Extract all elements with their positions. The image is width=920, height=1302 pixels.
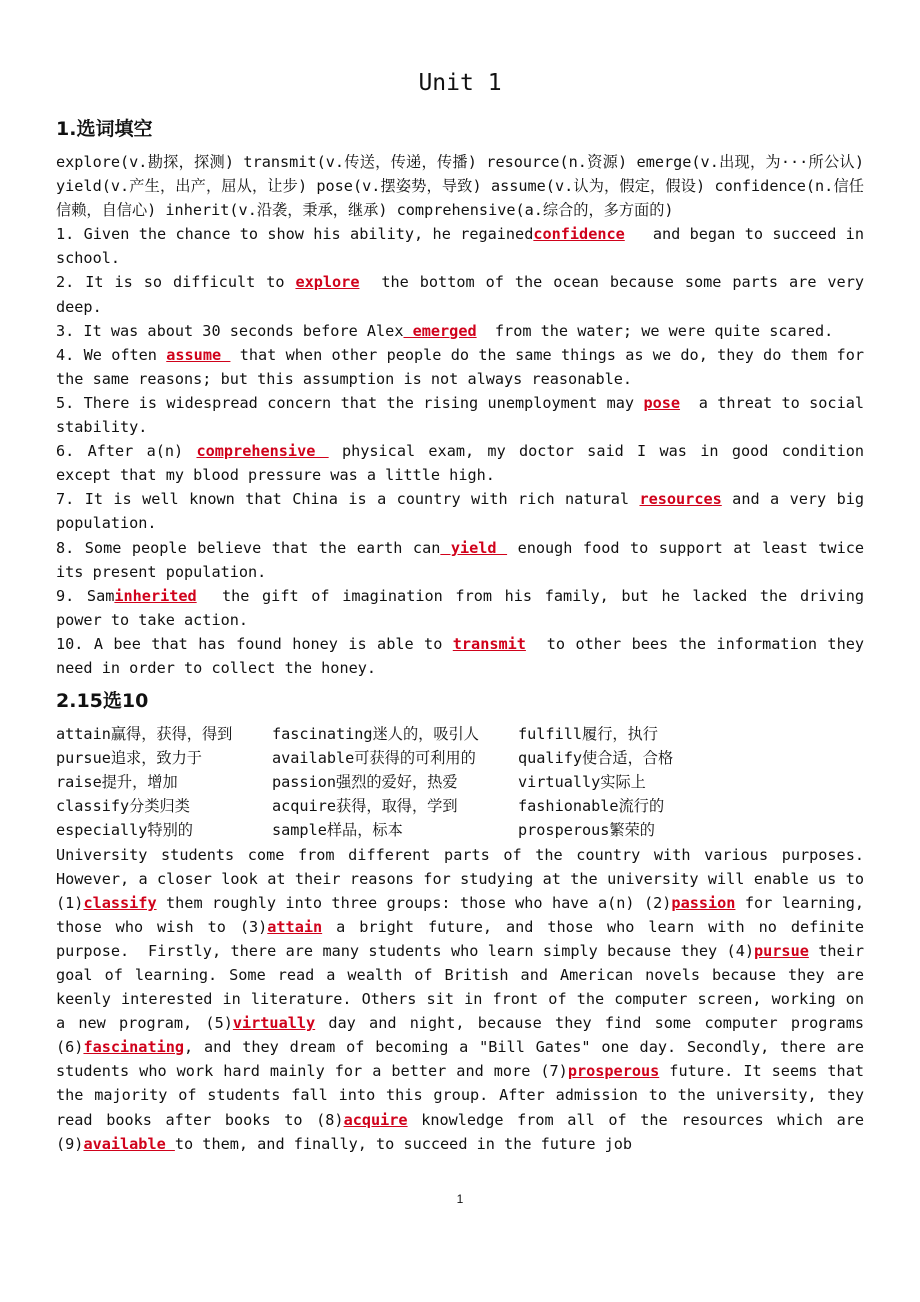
section2-word-bank [56, 722, 864, 842]
word-bank-entry: especially特别的 [56, 821, 193, 840]
answer-word: yield [440, 538, 508, 557]
section1-items [56, 222, 874, 680]
word-bank-entry: sample样品，标本 [272, 821, 403, 840]
answer-word: acquire [343, 1110, 408, 1129]
item-text-after: the bottom of the ocean because some parts are very deep. [56, 273, 874, 316]
item-text-after: from the water; we were quite scared. [476, 321, 834, 340]
fill-item [56, 319, 864, 343]
word-bank-entry: passion强烈的爱好，热爱 [272, 773, 458, 792]
item-text-before: 10. A bee that has found honey is able to [56, 634, 453, 653]
item-text-after: a threat to social stability. [56, 393, 874, 437]
word-bank-entry: attain赢得，获得，得到 [56, 725, 233, 744]
item-text-after: that when other people do the same things as we do, they do them for the same reasons; but this assumption is not always reasonable. [56, 345, 874, 388]
answer-word: inherited [114, 586, 197, 605]
item-text-after: the gift of imagination from his family, but he lacked the driving power to take action. [56, 586, 874, 629]
item-text-after: and began to succeed in school. [56, 225, 874, 268]
fill-item [56, 343, 874, 391]
item-text-after: enough food to support at least twice its present population. [56, 538, 874, 581]
item-text-before: 8. Some people believe that the earth can [56, 538, 441, 557]
answer-word: passion [671, 893, 736, 912]
item-text-before: 7. It is well known that China is a country with rich natural [56, 490, 640, 509]
item-text-before: 3. It was about 30 seconds before Alex [56, 321, 404, 340]
word-bank-row [56, 818, 864, 842]
word-bank-entry: fashionable流行的 [518, 797, 665, 816]
answer-word: comprehensive [196, 442, 329, 461]
answer-word: explore [295, 273, 360, 292]
word-bank-entry: classify分类归类 [56, 797, 190, 816]
word-bank-row [56, 722, 864, 746]
section2-passage [56, 843, 874, 1156]
word-bank-entry: prosperous繁荣的 [518, 821, 655, 840]
answer-word: resources [639, 490, 722, 509]
item-text-before: 6. After a(n) [56, 442, 197, 461]
fill-item [56, 270, 874, 318]
word-bank-entry: virtually实际上 [518, 773, 646, 792]
word-bank-entry: qualify使合适，合格 [518, 749, 674, 768]
unit-title: Unit 1 [418, 70, 502, 96]
answer-word: available [83, 1134, 175, 1153]
passage-text: for learning, those who wish to (3) [56, 893, 874, 936]
passage-text: their goal of learning. Some read a wealth of British and American novels because they are keenly interested in literature. Others sit in front of the computer screen, working on a new program, (5) [56, 941, 874, 1033]
fill-item [56, 439, 874, 487]
answer-word: virtually [232, 1014, 316, 1033]
fill-item [56, 536, 874, 584]
item-text-before: 2. It is so difficult to [56, 273, 296, 292]
item-text-after: and a very big population. [56, 490, 874, 533]
answer-word: fascinating [83, 1038, 185, 1057]
answer-word: assume [166, 345, 231, 364]
word-bank-entry: available可获得的可利用的 [272, 749, 476, 768]
word-bank-entry: pursue追求，致力于 [56, 749, 202, 768]
answer-word: classify [83, 893, 157, 912]
answer-word: pose [643, 393, 681, 412]
item-text-before: 9. Sam [56, 586, 115, 605]
word-bank-row [56, 770, 864, 794]
word-bank-entry: acquire获得，取得，学到 [272, 797, 458, 816]
fill-item [56, 487, 874, 535]
passage-text: knowledge from all of the resources which are (9) [56, 1110, 874, 1153]
item-text-before: 5. There is widespread concern that the rising unemployment may [56, 393, 644, 412]
word-bank-row [56, 746, 864, 770]
answer-word: attain [267, 917, 323, 936]
answer-word: prosperous [567, 1062, 660, 1081]
passage-text: them roughly into three groups: those who have a(n) (2) [156, 893, 672, 912]
item-text-after: to other bees the information they need in order to collect the honey. [56, 634, 874, 677]
answer-word: pursue [754, 941, 809, 960]
word-bank-entry: fulfill履行，执行 [518, 725, 658, 744]
section1-heading: 1.选词填空 [56, 118, 153, 140]
passage-text: day and night, because they find some computer programs (6) [56, 1014, 874, 1057]
answer-word: confidence [533, 225, 625, 244]
fill-item [56, 632, 874, 680]
passage-text: to them, and finally, to succeed in the future job [174, 1134, 633, 1153]
word-bank-entry: raise提升，增加 [56, 773, 178, 792]
passage-text: future. It seems that the majority of students fall into this group. After admission to the university, they read books after books to (8) [56, 1062, 874, 1129]
word-bank-entry: fascinating迷人的，吸引人 [272, 725, 479, 744]
passage-text: a bright future, and those who learn with no definite purpose. Firstly, there are many students who learn simply because they (4) [56, 917, 874, 960]
fill-item [56, 222, 874, 270]
page-number: 1 [456, 1192, 464, 1206]
answer-word: transmit [452, 634, 526, 653]
item-text-before: 1. Given the chance to show his ability, he regained [56, 225, 534, 244]
fill-item [56, 584, 874, 632]
section1-word-bank: explore(v.勘探，探测) transmit(v.传送，传递，传播) resource(n.资源) emerge(v.出现，为···所公认) yield(v.产生，出产，屈从，让步) pose(v.摆姿势，导致) assume(v.认为，假定，假设) confidence(n.信任信赖，自信心) inherit(v.沿袭，秉承，继承) comprehensive(a.综合的，多方面的) [56, 153, 864, 220]
passage-text: University students come from different parts of the country with various purposes. However, a closer look at their reasons for studying at the university will enable us to (1) [56, 845, 874, 912]
answer-word: emerged [403, 321, 477, 340]
item-text-after: physical exam, my doctor said I was in good condition except that my blood pressure was a little high. [56, 442, 874, 485]
item-text-before: 4. We often [56, 345, 167, 364]
fill-item [56, 391, 874, 439]
section2-heading: 2.15选10 [56, 690, 149, 713]
passage-text: , and they dream of becoming a "Bill Gates" one day. Secondly, there are students who work hard mainly for a better and more (7) [56, 1038, 874, 1081]
word-bank-row [56, 794, 864, 818]
